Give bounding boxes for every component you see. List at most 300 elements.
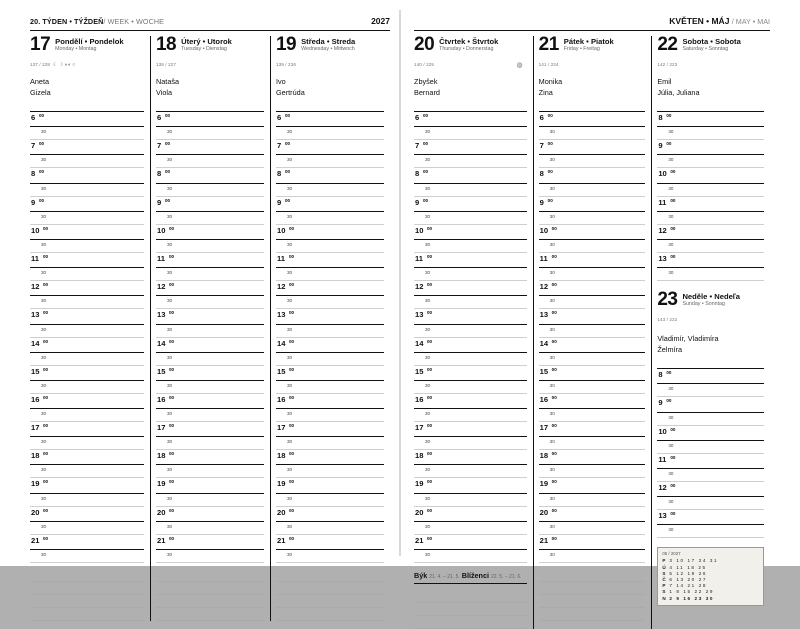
hour-row[interactable] <box>414 366 527 381</box>
half-hour-row[interactable] <box>414 381 527 394</box>
half-hour-label: 30 <box>286 270 293 276</box>
half-hour-row[interactable] <box>414 184 527 197</box>
half-hour-label: 30 <box>668 499 674 505</box>
hour-row[interactable] <box>414 140 527 155</box>
half-hour-row[interactable] <box>276 155 384 168</box>
half-hour-row[interactable] <box>657 127 764 140</box>
hour-row[interactable] <box>276 225 384 240</box>
half-hour-label: 30 <box>549 129 555 135</box>
hour-row[interactable] <box>30 338 144 353</box>
note-line[interactable] <box>539 608 646 621</box>
half-hour-row[interactable] <box>414 127 527 140</box>
half-hour-row[interactable] <box>414 494 527 507</box>
hour-row[interactable] <box>276 478 384 493</box>
half-hour-label: 30 <box>549 411 555 417</box>
hour-row[interactable] <box>657 112 764 127</box>
hour-sup: 00 <box>670 454 676 460</box>
hour-row[interactable] <box>657 369 764 384</box>
hour-row[interactable] <box>539 394 646 409</box>
hour-label: 9 <box>658 141 663 151</box>
half-hour-row[interactable] <box>30 437 144 450</box>
half-hour-row[interactable] <box>276 409 384 422</box>
half-hour-row[interactable] <box>156 155 264 168</box>
hour-row[interactable] <box>276 168 384 183</box>
half-hour-row[interactable] <box>657 268 764 281</box>
nameday-box-20 <box>414 68 527 112</box>
half-hour-row[interactable] <box>539 127 646 140</box>
hour-row[interactable] <box>30 478 144 493</box>
hour-row[interactable] <box>414 450 527 465</box>
note-line[interactable] <box>539 582 646 595</box>
hour-row[interactable] <box>539 140 646 155</box>
hour-row[interactable] <box>156 366 264 381</box>
note-line[interactable] <box>539 595 646 608</box>
half-hour-row[interactable] <box>276 127 384 140</box>
half-hour-row[interactable] <box>156 240 264 253</box>
half-hour-label: 30 <box>549 185 555 191</box>
note-line[interactable] <box>276 595 384 608</box>
hour-row[interactable] <box>30 197 144 212</box>
hour-row[interactable] <box>156 140 264 155</box>
hour-label: 12 <box>31 282 40 292</box>
hour-sup: 00 <box>164 113 171 118</box>
half-hour-row[interactable] <box>156 409 264 422</box>
half-hour-row[interactable] <box>539 184 646 197</box>
half-hour-row[interactable] <box>156 494 264 507</box>
day-daycount-23: 143 / 222 <box>657 317 678 323</box>
note-line[interactable] <box>276 582 384 595</box>
hour-row[interactable] <box>657 140 764 155</box>
week-label-light: / WEEK • WOCHE <box>103 17 165 26</box>
hour-sup: 00 <box>427 310 433 316</box>
hour-row[interactable] <box>657 225 764 240</box>
hour-sup: 00 <box>164 169 171 175</box>
note-line[interactable] <box>414 603 527 616</box>
half-hour-row[interactable] <box>30 381 144 394</box>
hour-row[interactable] <box>30 422 144 437</box>
hour-row[interactable] <box>30 281 144 296</box>
hour-row[interactable] <box>414 253 527 268</box>
hour-row[interactable] <box>657 426 764 441</box>
half-hour-row[interactable] <box>414 465 527 478</box>
hour-row[interactable] <box>156 422 264 437</box>
hour-row[interactable] <box>539 197 646 212</box>
hour-sup: 00 <box>164 197 171 203</box>
hour-row[interactable] <box>156 225 264 240</box>
hour-label: 8 <box>276 169 282 179</box>
half-hour-label: 30 <box>549 552 555 557</box>
hour-row[interactable] <box>414 535 527 550</box>
half-hour-row[interactable] <box>657 441 764 454</box>
half-hour-row[interactable] <box>276 296 384 309</box>
half-hour-row[interactable] <box>414 325 527 338</box>
hour-row[interactable] <box>539 535 646 550</box>
hour-row[interactable] <box>30 507 144 522</box>
hour-row[interactable] <box>156 507 264 522</box>
hour-sup: 00 <box>427 423 433 429</box>
half-hour-row[interactable] <box>156 353 264 366</box>
note-line[interactable] <box>156 608 264 621</box>
note-line[interactable] <box>156 595 264 608</box>
half-hour-row[interactable] <box>276 465 384 478</box>
half-hour-row[interactable] <box>30 325 144 338</box>
nameday-box-23 <box>657 323 764 369</box>
half-hour-row[interactable] <box>156 127 264 140</box>
half-hour-label: 30 <box>166 213 173 219</box>
hour-label: 13 <box>658 253 667 263</box>
hour-row[interactable] <box>30 168 144 183</box>
note-line[interactable] <box>156 582 264 595</box>
half-hour-row[interactable] <box>539 494 646 507</box>
mini-calendar-daycode: Č <box>662 577 666 583</box>
day-names-20 <box>439 36 498 53</box>
nameday-21-1: Zina <box>538 88 553 97</box>
hour-sup: 00 <box>43 535 49 541</box>
hour-sup: 00 <box>43 366 49 372</box>
half-hour-label: 30 <box>41 382 47 388</box>
hour-row[interactable] <box>156 112 264 127</box>
hour-label: 11 <box>539 253 548 263</box>
note-line[interactable] <box>30 569 144 582</box>
day-name-cs-23: Neděle • Nedeľa <box>682 292 740 302</box>
hour-label: 6 <box>31 113 36 122</box>
half-hour-row[interactable] <box>539 465 646 478</box>
hour-row[interactable] <box>414 225 527 240</box>
day-name-intl-20: Thursday • Donnerstag <box>439 46 494 52</box>
half-hour-row[interactable] <box>657 525 764 538</box>
hour-row[interactable] <box>414 281 527 296</box>
hour-row[interactable] <box>156 197 264 212</box>
hour-row[interactable] <box>30 253 144 268</box>
day-daycount-21: 141 / 224 <box>538 62 559 67</box>
hour-row[interactable] <box>276 507 384 522</box>
half-hour-label: 30 <box>286 382 293 388</box>
half-hour-row[interactable] <box>657 413 764 426</box>
half-hour-row[interactable] <box>276 522 384 535</box>
left-page-header <box>30 16 390 31</box>
hour-label: 10 <box>658 426 667 436</box>
half-hour-row[interactable] <box>276 268 384 281</box>
half-hour-row[interactable] <box>30 268 144 281</box>
half-hour-row[interactable] <box>657 184 764 197</box>
hour-label: 14 <box>415 338 424 348</box>
half-hour-row[interactable] <box>539 437 646 450</box>
hour-row[interactable] <box>414 168 527 183</box>
half-hour-row[interactable] <box>539 240 646 253</box>
hour-label: 14 <box>539 338 549 348</box>
hour-label: 9 <box>658 398 663 408</box>
note-line[interactable] <box>30 608 144 621</box>
day-number-17: 17 <box>30 34 51 55</box>
note-line[interactable] <box>539 569 646 582</box>
half-hour-row[interactable] <box>276 212 384 225</box>
half-hour-row[interactable] <box>30 212 144 225</box>
hour-row[interactable] <box>276 309 384 324</box>
hour-label: 14 <box>31 338 40 348</box>
half-hour-row[interactable] <box>414 240 527 253</box>
half-hour-row[interactable] <box>156 465 264 478</box>
hour-label: 14 <box>156 338 166 348</box>
hour-label: 12 <box>156 282 166 292</box>
half-hour-row[interactable] <box>414 296 527 309</box>
hour-sup: 00 <box>670 253 676 259</box>
zodiac-range-1: 21. 4. – 21. 5. <box>429 574 460 580</box>
half-hour-row[interactable] <box>539 381 646 394</box>
note-line[interactable] <box>30 582 144 595</box>
hour-row[interactable] <box>30 225 144 240</box>
hour-row[interactable] <box>414 422 527 437</box>
hour-row[interactable] <box>657 197 764 212</box>
half-hour-row[interactable] <box>30 522 144 535</box>
hour-row[interactable] <box>539 478 646 493</box>
half-hour-row[interactable] <box>539 522 646 535</box>
hour-row[interactable] <box>156 281 264 296</box>
note-line[interactable] <box>414 590 527 603</box>
hour-row[interactable] <box>539 507 646 522</box>
hour-row[interactable] <box>539 253 646 268</box>
half-hour-row[interactable] <box>414 522 527 535</box>
half-hour-row[interactable] <box>30 409 144 422</box>
half-hour-row[interactable] <box>156 550 264 563</box>
hour-row[interactable] <box>414 197 527 212</box>
half-hour-row[interactable] <box>276 353 384 366</box>
half-hour-row[interactable] <box>657 469 764 482</box>
half-hour-row[interactable] <box>276 494 384 507</box>
hour-row[interactable] <box>657 482 764 497</box>
half-hour-row[interactable] <box>539 296 646 309</box>
hour-row[interactable] <box>156 338 264 353</box>
hour-row[interactable] <box>156 168 264 183</box>
hour-row[interactable] <box>30 394 144 409</box>
hour-sup: 00 <box>168 310 175 316</box>
hour-row[interactable] <box>156 394 264 409</box>
hour-row[interactable] <box>276 394 384 409</box>
half-hour-row[interactable] <box>156 268 264 281</box>
half-hour-row[interactable] <box>657 384 764 397</box>
hour-sup: 00 <box>43 253 49 259</box>
hour-row[interactable] <box>30 450 144 465</box>
hour-grid-20 <box>414 112 527 563</box>
hour-row[interactable] <box>276 253 384 268</box>
notes-area-17 <box>30 569 144 621</box>
half-hour-row[interactable] <box>539 268 646 281</box>
half-hour-row[interactable] <box>414 155 527 168</box>
hour-row[interactable] <box>414 309 527 324</box>
half-hour-row[interactable] <box>657 497 764 510</box>
hour-label: 21 <box>156 535 166 545</box>
half-hour-row[interactable] <box>414 212 527 225</box>
week-label <box>30 17 164 26</box>
half-hour-row[interactable] <box>156 381 264 394</box>
half-hour-row[interactable] <box>276 240 384 253</box>
half-hour-row[interactable] <box>156 325 264 338</box>
hour-row[interactable] <box>539 168 646 183</box>
hour-row[interactable] <box>539 450 646 465</box>
hour-label: 15 <box>156 366 166 376</box>
hour-row[interactable] <box>30 140 144 155</box>
hour-row[interactable] <box>276 197 384 212</box>
half-hour-row[interactable] <box>539 409 646 422</box>
sunday-block <box>657 291 764 606</box>
hour-row[interactable] <box>276 535 384 550</box>
hour-sup: 00 <box>168 366 175 372</box>
half-hour-label: 30 <box>166 241 173 247</box>
half-hour-row[interactable] <box>156 296 264 309</box>
hour-row[interactable] <box>156 309 264 324</box>
hour-row[interactable] <box>156 450 264 465</box>
half-hour-row[interactable] <box>156 184 264 197</box>
hour-row[interactable] <box>30 112 144 127</box>
half-hour-row[interactable] <box>539 353 646 366</box>
half-hour-row[interactable] <box>156 522 264 535</box>
zodiac-range-2: 22. 5. – 21. 6. <box>490 574 522 580</box>
hour-row[interactable] <box>539 422 646 437</box>
hour-label: 11 <box>658 454 667 464</box>
half-hour-label: 30 <box>286 129 293 135</box>
hour-row[interactable] <box>30 535 144 550</box>
hour-sup: 00 <box>547 197 553 203</box>
hour-sup: 00 <box>427 394 433 400</box>
hour-row[interactable] <box>414 507 527 522</box>
hour-row[interactable] <box>156 478 264 493</box>
hour-grid-19 <box>276 112 384 563</box>
hour-label: 13 <box>415 310 424 320</box>
hour-row[interactable] <box>156 253 264 268</box>
hour-label: 6 <box>156 113 162 122</box>
half-hour-label: 30 <box>166 185 173 191</box>
half-hour-label: 30 <box>41 270 47 276</box>
hour-row[interactable] <box>657 510 764 525</box>
half-hour-row[interactable] <box>414 353 527 366</box>
hour-row[interactable] <box>657 253 764 268</box>
nameday-22-0: Emil <box>657 77 672 86</box>
mini-calendar-daycode: P <box>662 558 666 564</box>
hour-row[interactable] <box>156 535 264 550</box>
hour-row[interactable] <box>539 309 646 324</box>
half-hour-label: 30 <box>668 129 674 135</box>
hour-row[interactable] <box>657 454 764 469</box>
half-hour-row[interactable] <box>276 381 384 394</box>
half-hour-row[interactable] <box>657 240 764 253</box>
day-meta-19 <box>276 61 384 68</box>
hour-row[interactable] <box>539 281 646 296</box>
hour-sup: 00 <box>284 141 291 147</box>
hour-sup: 00 <box>427 253 433 259</box>
half-hour-label: 30 <box>286 467 293 473</box>
note-line[interactable] <box>30 595 144 608</box>
hour-row[interactable] <box>414 394 527 409</box>
half-hour-row[interactable] <box>276 325 384 338</box>
hour-row[interactable] <box>539 112 646 127</box>
half-hour-row[interactable] <box>276 184 384 197</box>
half-hour-row[interactable] <box>414 409 527 422</box>
note-line[interactable] <box>156 569 264 582</box>
note-line[interactable] <box>414 616 527 629</box>
half-hour-row[interactable] <box>414 268 527 281</box>
half-hour-row[interactable] <box>156 212 264 225</box>
hour-row[interactable] <box>276 366 384 381</box>
day-daycount-22: 142 / 223 <box>657 62 678 67</box>
hour-row[interactable] <box>414 112 527 127</box>
half-hour-row[interactable] <box>30 465 144 478</box>
nameday-18-0: Nataša <box>155 77 180 86</box>
notes-area-21 <box>539 569 646 621</box>
half-hour-row[interactable] <box>30 155 144 168</box>
hour-sup: 00 <box>427 366 433 372</box>
hour-row[interactable] <box>657 397 764 412</box>
hour-label: 10 <box>658 169 667 179</box>
hour-label: 8 <box>31 169 36 179</box>
hour-label: 18 <box>539 451 549 461</box>
half-hour-row[interactable] <box>276 550 384 563</box>
hour-label: 20 <box>31 507 40 517</box>
half-hour-row[interactable] <box>30 296 144 309</box>
hour-label: 16 <box>415 394 424 404</box>
hour-row[interactable] <box>414 338 527 353</box>
half-hour-label: 30 <box>41 298 47 304</box>
hour-sup: 00 <box>427 535 433 541</box>
half-hour-row[interactable] <box>539 325 646 338</box>
hour-row[interactable] <box>539 366 646 381</box>
hour-row[interactable] <box>539 225 646 240</box>
day-column-19 <box>270 36 390 621</box>
hour-row[interactable] <box>276 422 384 437</box>
half-hour-row[interactable] <box>539 212 646 225</box>
hour-sup: 00 <box>551 225 557 231</box>
hour-label: 8 <box>658 370 663 380</box>
half-hour-row[interactable] <box>414 437 527 450</box>
hour-row[interactable] <box>539 338 646 353</box>
note-line[interactable] <box>276 608 384 621</box>
half-hour-row[interactable] <box>657 155 764 168</box>
hour-row[interactable] <box>276 450 384 465</box>
half-hour-row[interactable] <box>539 155 646 168</box>
hour-row[interactable] <box>276 281 384 296</box>
hour-row[interactable] <box>276 338 384 353</box>
zodiac-sign-1: Býk <box>414 571 428 580</box>
hour-label: 18 <box>276 451 286 461</box>
half-hour-row[interactable] <box>30 494 144 507</box>
half-hour-row[interactable] <box>414 550 527 563</box>
half-hour-row[interactable] <box>539 550 646 563</box>
hour-sup: 00 <box>288 535 295 541</box>
half-hour-row[interactable] <box>30 240 144 253</box>
half-hour-row[interactable] <box>30 353 144 366</box>
hour-row[interactable] <box>657 168 764 183</box>
half-hour-row[interactable] <box>30 550 144 563</box>
hour-label: 9 <box>156 197 162 207</box>
half-hour-row[interactable] <box>30 184 144 197</box>
hour-row[interactable] <box>276 140 384 155</box>
half-hour-label: 30 <box>286 298 293 304</box>
half-hour-label: 30 <box>166 354 173 360</box>
hour-row[interactable] <box>276 112 384 127</box>
hour-row[interactable] <box>414 478 527 493</box>
half-hour-row[interactable] <box>156 437 264 450</box>
half-hour-row[interactable] <box>30 127 144 140</box>
hour-row[interactable] <box>30 309 144 324</box>
hour-sup: 00 <box>284 113 291 118</box>
hour-label: 13 <box>31 310 40 320</box>
day-column-21 <box>533 36 652 629</box>
half-hour-row[interactable] <box>276 437 384 450</box>
hour-row[interactable] <box>30 366 144 381</box>
half-hour-label: 30 <box>425 185 431 191</box>
note-line[interactable] <box>276 569 384 582</box>
half-hour-row[interactable] <box>657 212 764 225</box>
hour-grid-18 <box>156 112 264 563</box>
hour-label: 10 <box>156 225 166 235</box>
